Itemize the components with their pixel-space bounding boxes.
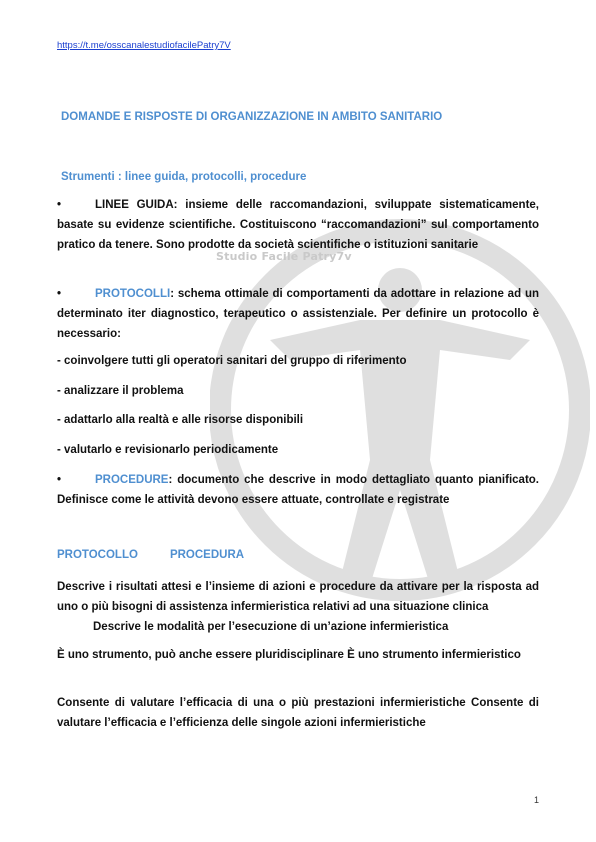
comparison-header <box>57 549 244 561</box>
bullet-symbol: • <box>57 199 62 211</box>
section-heading: Strumenti : linee guida, protocolli, procedure <box>61 171 307 183</box>
step-item: - valutarlo e revisionarlo periodicamente <box>57 444 279 456</box>
step-item: - coinvolgere tutti gli operatori sanitari del gruppo di riferimento <box>57 355 407 367</box>
procedura-description: Descrive le modalità per l’esecuzione di un’azione infermieristica <box>93 621 449 633</box>
document-title <box>61 111 442 123</box>
procedure-term: PROCEDURE <box>95 474 169 486</box>
bullet-linee-guida <box>57 195 539 255</box>
comparison-row-3: Consente di valutare l’efficacia di una o più prestazioni infermieristiche Consente di valutare l’efficacia e l’efficienza delle singole azioni infermieristiche <box>57 697 539 729</box>
title-part-1: DOMANDE E RISPOSTE DI <box>61 111 211 123</box>
procedure-text: : documento che descrive in modo dettagliato quanto pianificato. Definisce come le attività devono essere attuate, controllate e registrate <box>57 474 539 506</box>
page-number: 1 <box>534 795 540 805</box>
bullet-symbol: • <box>57 474 62 486</box>
bullet-procedure <box>57 470 539 510</box>
title-part-2: ORGANIZZAZIONE IN AMBITO SANITARIO <box>210 111 443 123</box>
comparison-row-2: È uno strumento, può anche essere pluridisciplinare È uno strumento infermieristico <box>57 649 521 661</box>
step-item: - adattarlo alla realtà e alle risorse disponibili <box>57 414 304 426</box>
telegram-link[interactable]: https://t.me/osscanalestudiofacilePatry7V <box>57 40 231 51</box>
comparison-row-1 <box>57 577 539 637</box>
watermark-text: Studio Facile Patry7v <box>216 250 352 263</box>
column-protocollo: PROTOCOLLO <box>57 549 138 561</box>
bullet-symbol: • <box>57 288 62 300</box>
step-item: - analizzare il problema <box>57 385 184 397</box>
column-procedura: PROCEDURA <box>169 549 245 561</box>
protocollo-description: Descrive i risultati attesi e l’insieme di azioni e procedure da attivare per la risposta ad uno o più bisogni di assistenza infermieristica relativi ad una situazione clinica <box>57 581 539 613</box>
linee-guida-text: LINEE GUIDA: insieme delle raccomandazioni, sviluppate sistematicamente, basate su evidenze scientifiche. Costituiscono “raccomandazioni” sul comportamento pratico da tenere. Sono prodotte da società scientifiche o istituzioni sanitarie <box>57 199 539 251</box>
protocolli-term: PROTOCOLLI <box>95 288 171 300</box>
bullet-protocolli <box>57 284 539 344</box>
protocolli-text: : schema ottimale di comportamenti da adottare in relazione ad un determinato iter diagnostico, terapeutico o assistenziale. Per definire un protocollo è necessario: <box>57 288 539 340</box>
